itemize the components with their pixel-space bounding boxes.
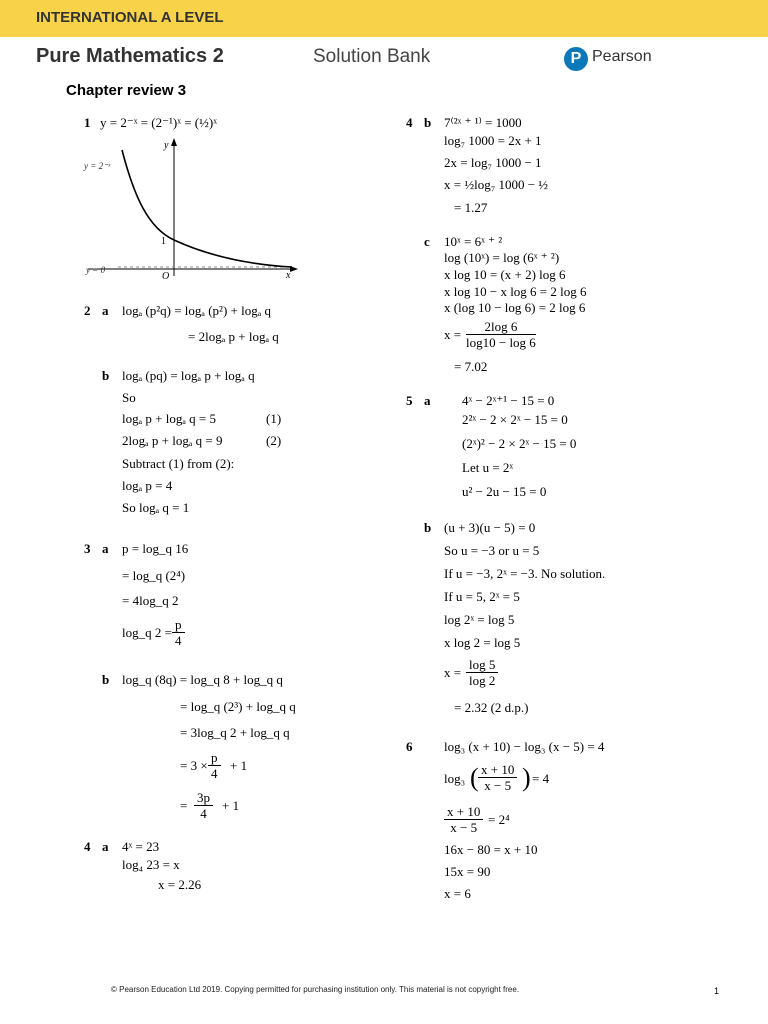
equation-tag: (1) bbox=[266, 411, 282, 426]
denominator: log 2 bbox=[469, 673, 496, 688]
q5a-line: Let u = 2ˣ bbox=[462, 460, 514, 475]
q2a-line: = 2logₐ p + logₐ q bbox=[188, 329, 279, 344]
part-letter: a bbox=[424, 393, 431, 408]
part-letter: a bbox=[102, 541, 109, 556]
q2b-line: So logₐ q = 1 bbox=[122, 500, 190, 515]
q2a-line: logₐ (p²q) = logₐ (p²) + logₐ q bbox=[122, 303, 272, 318]
question-number: 4 bbox=[84, 839, 91, 854]
q4c-line: x log 10 = (x + 2) log 6 bbox=[444, 267, 566, 282]
q3b-line: = bbox=[180, 798, 188, 813]
brand-name: Pearson bbox=[592, 48, 652, 65]
q4a-line: x = 2.26 bbox=[158, 877, 202, 892]
section-title: Solution Bank bbox=[313, 46, 431, 67]
part-letter: a bbox=[102, 303, 109, 318]
q2b-line: So bbox=[122, 390, 136, 405]
intercept-label: 1 bbox=[161, 236, 166, 247]
y-axis-arrow bbox=[171, 138, 177, 146]
q3b-line: = 3 × bbox=[180, 758, 208, 773]
denominator: 4 bbox=[200, 806, 207, 821]
level-label: INTERNATIONAL A LEVEL bbox=[36, 9, 224, 26]
pearson-logo-icon: P bbox=[564, 47, 588, 71]
q5b-line: log 2ˣ = log 5 bbox=[444, 612, 515, 627]
numerator: 2log 6 bbox=[466, 319, 536, 335]
part-letter: b bbox=[424, 520, 432, 535]
fraction bbox=[172, 617, 185, 648]
q3b-line: + 1 bbox=[222, 798, 240, 813]
q4c-line: log (10ˣ) = log (6ˣ ⁺ ²) bbox=[444, 250, 560, 265]
question-number: 2 bbox=[84, 303, 91, 318]
q4a-line: 4ˣ = 23 bbox=[122, 839, 160, 854]
curve bbox=[122, 150, 292, 267]
part-letter: b bbox=[424, 115, 432, 130]
fraction bbox=[466, 657, 498, 688]
q3a-line: = 4log_q 2 bbox=[122, 593, 179, 608]
q4b-line: = 1.27 bbox=[454, 200, 488, 215]
q5a-line: (2ˣ)² − 2 × 2ˣ − 15 = 0 bbox=[462, 436, 577, 451]
q2b-line: logₐ p + logₐ q = 5 bbox=[122, 411, 216, 426]
q6-line: log₃ bbox=[444, 771, 466, 786]
numerator: x + 10 bbox=[478, 762, 517, 778]
left-paren: ( bbox=[470, 763, 479, 792]
curve-label: y = 2⁻ˣ bbox=[84, 161, 111, 171]
q1-equation: y = 2⁻ˣ = (2⁻¹)ˣ = (½)ˣ bbox=[100, 115, 217, 130]
copyright-notice: © Pearson Education Ltd 2019. Copying permitted for purchasing institution only. This material is not copyright free. bbox=[111, 985, 520, 994]
q4c-line: = 7.02 bbox=[454, 359, 488, 374]
fraction bbox=[478, 762, 517, 793]
denominator: 4 bbox=[211, 766, 218, 781]
q3a-line: = log_q (2⁴) bbox=[122, 568, 186, 583]
chapter-title: Chapter review 3 bbox=[66, 82, 187, 99]
q2b-line: logₐ p = 4 bbox=[122, 478, 173, 493]
q3a-line: log_q 2 = bbox=[122, 625, 172, 640]
q2b-line: Subtract (1) from (2): bbox=[122, 456, 235, 471]
q4b-line: 7⁽²ˣ ⁺ ¹⁾ = 1000 bbox=[444, 115, 522, 130]
numerator: log 5 bbox=[466, 657, 498, 673]
q6-line: = 4 bbox=[532, 771, 550, 786]
denominator: 4 bbox=[175, 633, 182, 648]
q4c-line: 10ˣ = 6ˣ ⁺ ² bbox=[444, 234, 503, 249]
origin-label: O bbox=[162, 271, 170, 282]
denominator: log10 − log 6 bbox=[466, 335, 536, 350]
part-letter: b bbox=[102, 368, 110, 383]
q4b-line: log₇ 1000 = 2x + 1 bbox=[444, 133, 542, 148]
q5b-line: x = bbox=[444, 665, 462, 680]
q3a-line: p = log_q 16 bbox=[122, 541, 189, 556]
q3b-line: = log_q (2³) + log_q q bbox=[180, 699, 296, 714]
q5a-line: 4ˣ − 2ˣ⁺¹ − 15 = 0 bbox=[462, 393, 555, 408]
q3b-line: log_q (8q) = log_q 8 + log_q q bbox=[122, 672, 283, 687]
fraction bbox=[194, 790, 213, 821]
fraction bbox=[444, 804, 483, 835]
q6-line: x = 6 bbox=[444, 886, 471, 901]
q4b-line: 2x = log₇ 1000 − 1 bbox=[444, 155, 542, 170]
q5a-line: u² − 2u − 15 = 0 bbox=[462, 484, 547, 499]
right-paren: ) bbox=[522, 763, 531, 792]
fraction bbox=[208, 750, 221, 781]
part-letter: b bbox=[102, 672, 110, 687]
asymptote-label: y = 0 bbox=[86, 265, 106, 275]
x-axis-label: x bbox=[286, 270, 291, 281]
fraction bbox=[466, 319, 536, 350]
q5b-line: x log 2 = log 5 bbox=[444, 635, 521, 650]
q5b-line: = 2.32 (2 d.p.) bbox=[454, 700, 529, 715]
q6-line: log₃ (x + 10) − log₃ (x − 5) = 4 bbox=[444, 739, 605, 754]
q3b-line: = 3log_q 2 + log_q q bbox=[180, 725, 290, 740]
q2b-line: 2logₐ p + logₐ q = 9 bbox=[122, 433, 223, 448]
question-number: 6 bbox=[406, 739, 413, 754]
question-number: 5 bbox=[406, 393, 413, 408]
page-number: 1 bbox=[714, 986, 720, 996]
part-letter: c bbox=[424, 234, 430, 249]
book-title: Pure Mathematics 2 bbox=[36, 45, 224, 67]
part-letter: a bbox=[102, 839, 109, 854]
question-number: 4 bbox=[406, 115, 413, 130]
denominator: x − 5 bbox=[484, 778, 512, 793]
q2b-line: logₐ (pq) = logₐ p + logₐ q bbox=[122, 368, 255, 383]
numerator: p bbox=[208, 750, 221, 766]
numerator: p bbox=[172, 617, 185, 633]
equation-tag: (2) bbox=[266, 433, 282, 448]
q5b-line: So u = −3 or u = 5 bbox=[444, 543, 540, 558]
numerator: 3p bbox=[194, 790, 213, 806]
q3b-line: + 1 bbox=[230, 758, 248, 773]
q4c-line: x (log 10 − log 6) = 2 log 6 bbox=[444, 300, 586, 315]
question-number: 1 bbox=[84, 115, 91, 130]
question-number: 3 bbox=[84, 541, 91, 556]
q5b-line: (u + 3)(u − 5) = 0 bbox=[444, 520, 536, 535]
q4c-line: x = bbox=[444, 327, 462, 342]
q6-line: 16x − 80 = x + 10 bbox=[444, 842, 538, 857]
denominator: x − 5 bbox=[450, 820, 478, 835]
q5b-line: If u = 5, 2ˣ = 5 bbox=[444, 589, 520, 604]
y-axis-label: y bbox=[164, 140, 169, 151]
q6-line: = 2⁴ bbox=[488, 812, 510, 827]
q4c-line: x log 10 − x log 6 = 2 log 6 bbox=[444, 284, 587, 299]
q4b-line: x = ½log₇ 1000 − ½ bbox=[444, 177, 549, 192]
numerator: x + 10 bbox=[444, 804, 483, 820]
q6-line: 15x = 90 bbox=[444, 864, 491, 879]
q5a-line: 2²ˣ − 2 × 2ˣ − 15 = 0 bbox=[462, 412, 568, 427]
q4a-line: log₄ 23 = x bbox=[122, 857, 180, 872]
exponential-graph bbox=[78, 136, 300, 282]
q5b-line: If u = −3, 2ˣ = −3. No solution. bbox=[444, 566, 606, 581]
